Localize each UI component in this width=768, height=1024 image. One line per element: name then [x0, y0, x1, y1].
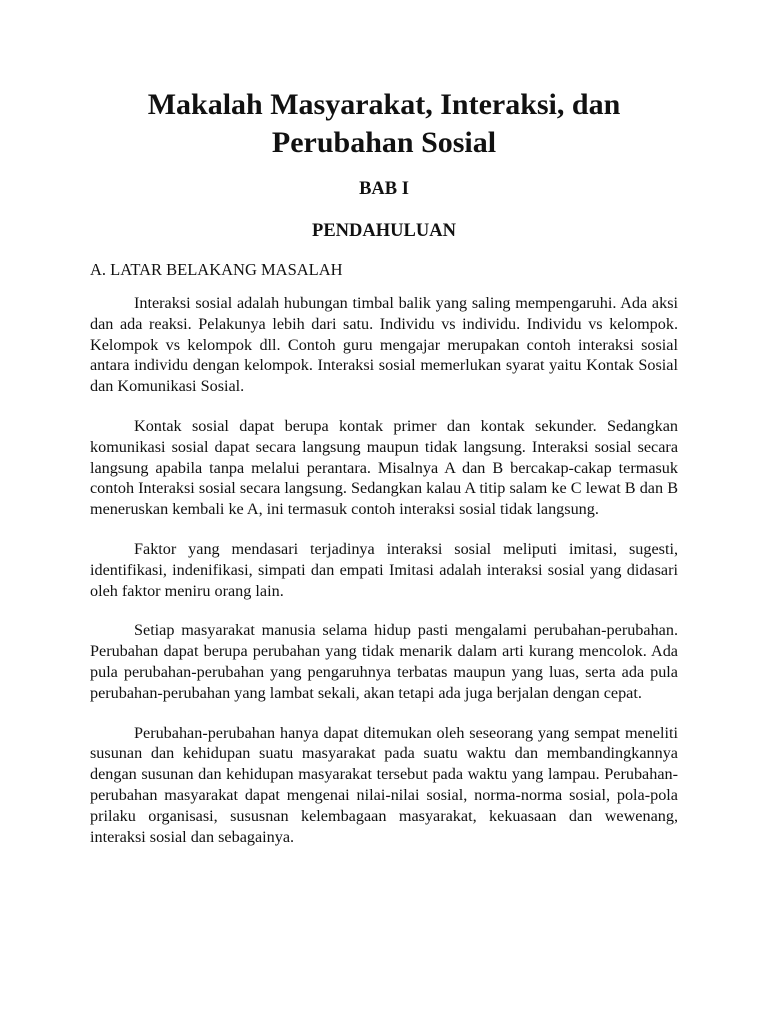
section-heading: A. LATAR BELAKANG MASALAH [90, 260, 343, 279]
paragraph-2: Kontak sosial dapat berupa kontak primer dan kontak sekunder. Sedangkan komunikasi sosial dapat secara langsung maupun tidak langsung. Interaksi sosial secara langsung apabila tanpa melalui perantara. Misalnya A dan B bercakap-cakap termasuk contoh Interaksi sosial secara langsung. Sedangkan kalau A titip salam ke C lewat B dan B meneruskan kembali ke A, ini termasuk contoh interaksi sosial tidak langsung. [90, 416, 678, 519]
paragraph-5: Perubahan-perubahan hanya dapat ditemukan oleh seseorang yang sempat meneliti susunan dan kehidupan suatu masyarakat pada suatu waktu dan membandingkannya dengan susunan dan kehidupan masyarakat tersebut pada waktu yang lampau. Perubahan-perubahan masyarakat dapat mengenai nilai-nilai sosial, norma-norma sosial, pola-pola prilaku organisasi, sususnan kelembagaan masyarakat, kekuasaan dan wewenang, interaksi sosial dan sebagainya. [90, 723, 678, 846]
paragraph-4: Setiap masyarakat manusia selama hidup pasti mengalami perubahan-perubahan. Perubahan dapat berupa perubahan yang tidak menarik dalam arti kurang mencolok. Ada pula perubahan-perubahan yang pengaruhnya terbatas maupun yang luas, serta ada pula perubahan-perubahan yang lambat sekali, akan tetapi ada juga berjalan dengan cepat. [90, 621, 678, 702]
chapter-number: BAB I [359, 179, 409, 199]
paragraph-1: Interaksi sosial adalah hubungan timbal balik yang saling mempengaruhi. Ada aksi dan ada reaksi. Pelakunya lebih dari satu. Individu vs individu. Individu vs kelompok. Kelompok vs kelompok dll. Contoh guru mengajar merupakan contoh interaksi sosial antara individu dengan kelompok. Interaksi sosial memerlukan syarat yaitu Kontak Sosial dan Komunikasi Sosial. [90, 294, 678, 396]
document-title: Makalah Masyarakat, Interaksi, dan Perubahan Sosial [147, 88, 621, 159]
body-text [90, 293, 678, 866]
chapter-title: PENDAHULUAN [312, 221, 456, 241]
paragraph-3: Faktor yang mendasari terjadinya interaksi sosial meliputi imitasi, sugesti, identifikasi, indenifikasi, simpati dan empati Imitasi adalah interaksi sosial yang didasari oleh faktor meniru orang lain. [90, 539, 678, 600]
